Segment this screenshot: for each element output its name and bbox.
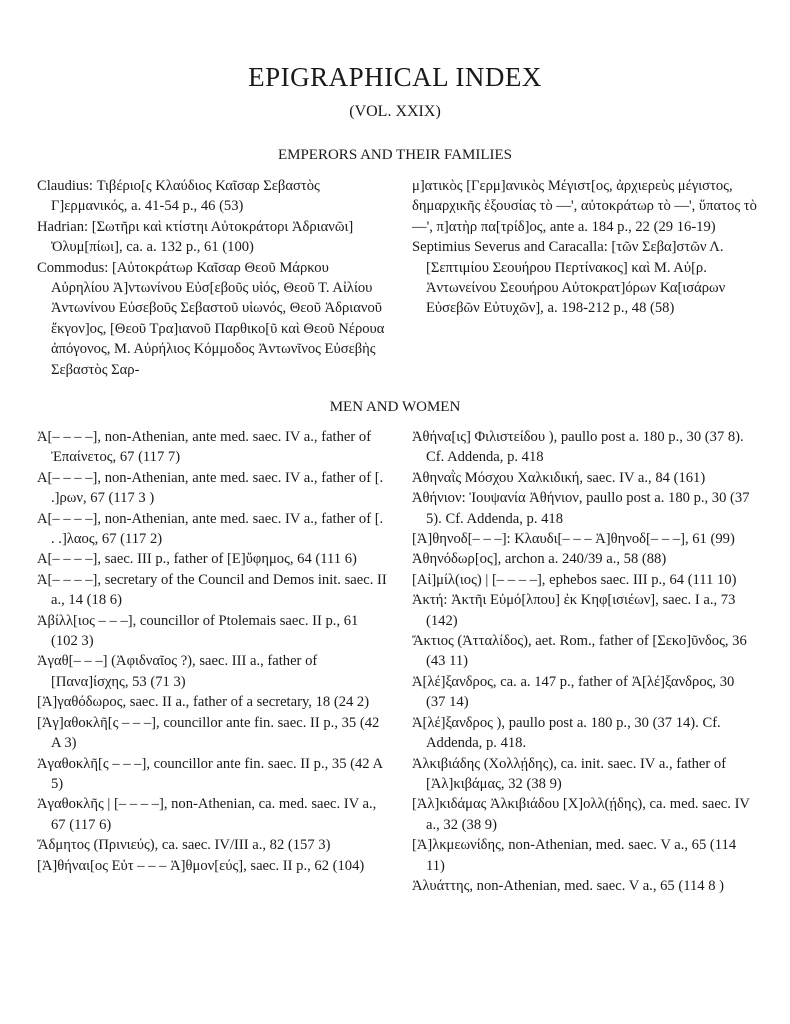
index-entry: Ἀγαθ[– – –] (Ἀφιδναῖος ?), saec. III a., father of [Πανα]ίσχης, 53 (71 3) xyxy=(37,653,318,690)
index-entry: [Ἀ]θήναι[ος Εὐτ – – – Ἀ]θμον[εύς], saec. II p., 62 (104) xyxy=(37,857,365,874)
index-entry: Ἀ[– – – –], non-Athenian, ante med. saec. IV a., father of Ἐπαίνετος, 67 (117 7) xyxy=(37,429,372,466)
emperors-left-column xyxy=(37,176,387,380)
index-entry: Ἀθήνα[ις] Φιλιστείδου ), paullo post a. 180 p., 30 (37 8). Cf. Addenda, p. 418 xyxy=(412,429,744,466)
index-entry: Α[– – – –], non-Athenian, ante med. saec. IV a., father of [. .]ρων, 67 (117 3 ) xyxy=(37,469,384,507)
index-entry: [Ἀ]θηνοδ[– – –]: Κλαυδι[– – – Ἀ]θηνοδ[– – –], 61 (99) xyxy=(412,531,735,548)
index-entry: [Ἀγ]αθοκλῆ[ς – – –], councillor ante fin. saec. II p., 35 (42 A 3) xyxy=(37,714,380,752)
men-women-left-column xyxy=(37,427,387,876)
section-heading-men-women: MEN AND WOMEN xyxy=(329,399,461,415)
index-entry: Ἀγαθοκλῆ[ς – – –], councillor ante fin. saec. II p., 35 (42 A 5) xyxy=(37,755,383,792)
index-entry: Ἀ[– – – –], secretary of the Council and Demos init. saec. II a., 14 (18 6) xyxy=(37,571,387,609)
index-entry: Claudius: Τιβέριο[ς Κλαύδιος Καῖσαρ Σεβαστὸς Γ]ερμανικός, a. 41-54 p., 46 (53) xyxy=(37,178,320,215)
volume-label: (VOL. XXIX) xyxy=(349,103,441,120)
index-entry: Ἀκτή: Ἀκτῆι Εὐμό[λπου] ἐκ Κηφ[ισιέων], saec. I a., 73 (142) xyxy=(412,592,736,629)
index-entry: Ἄδμητος (Πρινιεύς), ca. saec. IV/III a., 82 (157 3) xyxy=(37,837,331,854)
index-entry: Ἄκτιος (Ἀτταλίδος), aet. Rom., father of [Σεκο]ῦνδος, 36 (43 11) xyxy=(412,633,747,670)
index-entry: [Αἰ]μίλ(ιος) | [– – – –], ephebos saec. III p., 64 (111 10) xyxy=(412,571,737,588)
index-entry: [Ἀ]λκμεωνίδης, non-Athenian, med. saec. V a., 65 (114 11) xyxy=(412,837,737,874)
men-women-right-column xyxy=(412,427,757,896)
index-entry: Ἀθήνιον: Ἰουψανία Ἀθήνιον, paullo post a. 180 p., 30 (37 5). Cf. Addenda, p. 418 xyxy=(412,490,750,527)
page-title: EPIGRAPHICAL INDEX xyxy=(248,62,542,92)
index-entry: Ἀλυάττης, non-Athenian, med. saec. V a., 65 (114 8 ) xyxy=(412,877,725,894)
index-entry: Hadrian: [Σωτῆρι καὶ κτίστηι Αὐτοκράτορι Ἁδριανῶι] Ὀλυμ[πίωι], ca. a. 132 p., 61 (100) xyxy=(37,218,354,256)
index-entry: Ἀθηναῒς Μόσχου Χαλκιδική, saec. IV a., 84 (161) xyxy=(412,469,706,486)
index-entry: Ἀθηνόδωρ[ος], archon a. 240/39 a., 58 (88) xyxy=(412,551,667,568)
index-entry: Α[– – – –], saec. III p., father of [Ε]ὔφημος, 64 (111 6) xyxy=(37,551,357,568)
index-entry: μ]ατικὸς [Γερμ]ανικὸς Μέγιστ[ος, ἀρχιερεὺς μέγιστος, δημαρχικῆς ἐξουσίας τὸ —', αὐτοκράτωρ τὸ —', ὕπατος τὸ —', π]ατὴρ πα[τρίδ]ος, ante a. 184 p., 22 (29 16-19) xyxy=(412,178,757,235)
index-entry: [Ἀ]γαθόδωρος, saec. II a., father of a secretary, 18 (24 2) xyxy=(37,694,370,711)
index-entry: Commodus: [Αὐτοκράτωρ Καῖσαρ Θεοῦ Μάρκου Αὐρηλίου Ἀ]ντωνίνου Εὐσ[εβοῦς υἱός, Θεοῦ Τ. Αἰλίου Ἀντωνίνου Εὐσεβοῦς Σεβαστοῦ υἱωνός, Θεοῦ Ἁδριανοῦ ἔκγον]ος, [Θεοῦ Τρα]ιανοῦ Παρθικο[ῦ καὶ Θεοῦ Νέρουα ἀπόγονος, Μ. Αὐρήλιος Κόμμοδος Ἀντωνῖνος Εὐσεβὴς Σεβαστὸς Σαρ- xyxy=(37,259,385,378)
index-entry: Α[– – – –], non-Athenian, ante med. saec. IV a., father of [. . .]λαος, 67 (117 2) xyxy=(37,510,384,548)
emperors-right-column xyxy=(412,176,757,319)
index-entry: Ἀ[λέ]ξανδρος, ca. a. 147 p., father of Ἀ[λέ]ξανδρος, 30 (37 14) xyxy=(412,673,735,711)
index-entry: Ἀγαθοκλῆς | [– – – –], non-Athenian, ca. med. saec. IV a., 67 (117 6) xyxy=(37,796,377,833)
index-entry: Ἀ[λέ]ξανδρος ), paullo post a. 180 p., 30 (37 14). Cf. Addenda, p. 418. xyxy=(412,714,721,752)
index-entry: [Ἀλ]κιδάμας Ἀλκιβιάδου [Χ]ολλ(ῄδης), ca. med. saec. IV a., 32 (38 9) xyxy=(412,796,750,833)
index-entry: Ἀλκιβιάδης (Χολλῄδης), ca. init. saec. IV a., father of [Ἀλ]κιβάμας, 32 (38 9) xyxy=(412,755,727,792)
index-entry: Septimius Severus and Caracalla: [τῶν Σεβα]στῶν Λ. [Σεπτιμίου Σεουήρου Περτίνακος] καὶ Μ. Αὐ[ρ. Ἀντωνείνου Σεουήρου Αὐτοκρατ]όρων Κα[ισάρων Εὐσεβῶν Εὐτυχῶν], a. 198-212 p., 48 (58) xyxy=(412,239,726,317)
index-entry: Ἀβίλλ[ιος – – –], councillor of Ptolemais saec. II p., 61 (102 3) xyxy=(37,612,359,650)
section-heading-emperors: EMPERORS AND THEIR FAMILIES xyxy=(277,147,513,163)
